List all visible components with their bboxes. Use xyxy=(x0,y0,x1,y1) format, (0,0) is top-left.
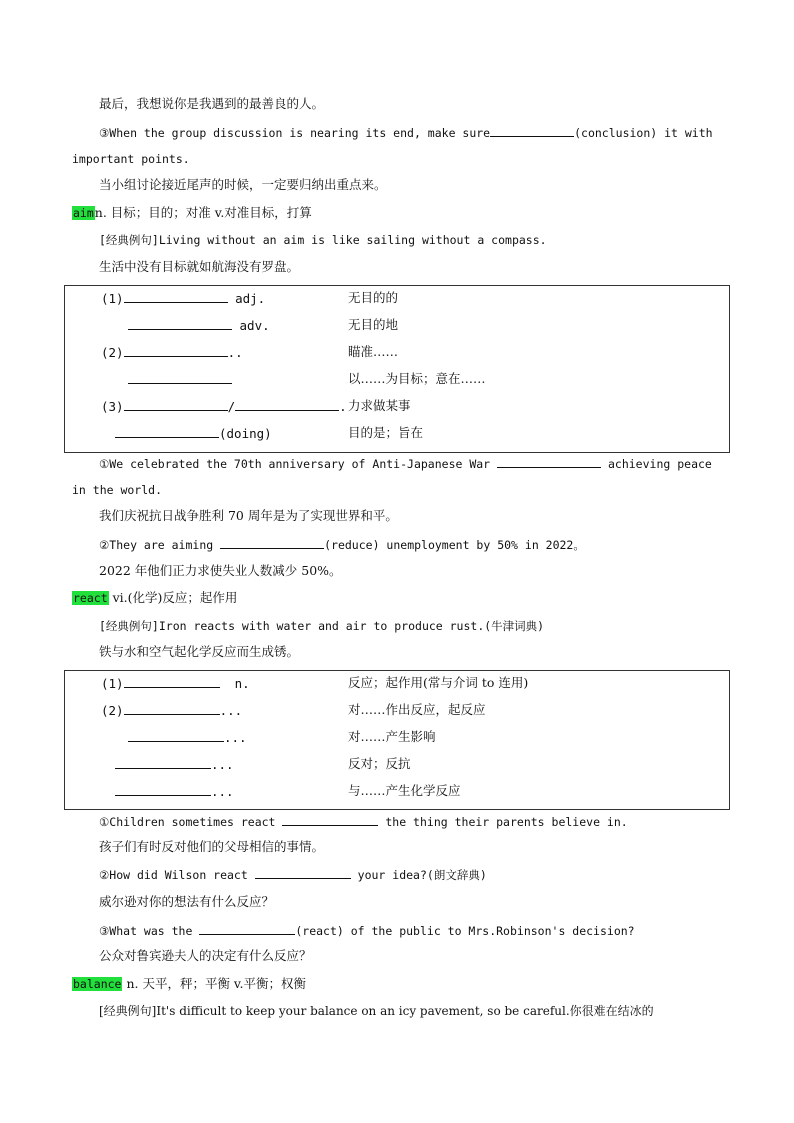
exercise-line: important points. xyxy=(72,152,190,166)
part-of-speech: adv. xyxy=(239,318,270,333)
row-number: (2) xyxy=(101,345,124,360)
box-row xyxy=(101,344,243,361)
answer-blank[interactable] xyxy=(220,536,324,549)
box-row xyxy=(128,729,247,746)
box-row xyxy=(101,290,265,307)
exercise-text: ②How did Wilson react xyxy=(99,868,248,882)
row-number: (3) xyxy=(101,399,124,414)
exercise-line xyxy=(99,124,713,141)
box-row xyxy=(101,702,242,719)
exercise-line xyxy=(99,922,635,939)
vocab-headword: aim xyxy=(73,206,94,220)
row-meaning: 瞄准…… xyxy=(348,344,399,359)
vocab-entry-react xyxy=(72,590,237,606)
row-tail: (doing) xyxy=(219,426,272,441)
row-meaning: 无目的的 xyxy=(348,290,399,305)
translation-line: 我们庆祝抗日战争胜利 70 周年是为了实现世界和平。 xyxy=(99,508,398,523)
answer-blank[interactable] xyxy=(497,455,601,468)
answer-blank[interactable] xyxy=(124,344,228,357)
translation-line: 当小组讨论接近尾声的时候，一定要归纳出重点来。 xyxy=(99,177,387,192)
answer-blank[interactable] xyxy=(128,729,224,742)
row-dots: .. xyxy=(227,345,243,360)
vocab-headword: react xyxy=(73,591,108,605)
answer-blank[interactable] xyxy=(124,398,228,411)
row-dots: . xyxy=(339,399,347,414)
react-derivation-box xyxy=(64,670,730,810)
row-dots: ... xyxy=(211,757,234,772)
translation-line: 威尔逊对你的想法有什么反应？ xyxy=(99,894,275,909)
box-row xyxy=(101,675,250,692)
exercise-text: your idea?(朗文辞典) xyxy=(357,868,487,882)
exercise-text: ②They are aiming xyxy=(99,538,214,552)
vocab-definition: n. 目标；目的；对准 v.对准目标，打算 xyxy=(94,205,312,220)
box-row xyxy=(101,398,347,415)
box-row xyxy=(115,425,272,442)
row-meaning: 无目的地 xyxy=(348,317,399,332)
answer-blank[interactable] xyxy=(490,124,574,137)
vocab-entry-aim xyxy=(72,205,312,221)
part-of-speech: adj. xyxy=(235,291,266,306)
answer-blank[interactable] xyxy=(235,398,339,411)
answer-blank[interactable] xyxy=(199,922,295,935)
row-number: (1) xyxy=(101,676,124,691)
answer-blank[interactable] xyxy=(115,783,211,796)
answer-blank[interactable] xyxy=(282,813,378,826)
box-row xyxy=(115,783,234,800)
row-meaning: 反对；反抗 xyxy=(348,756,411,771)
exercise-text: (react) of the public to Mrs.Robinson's decision? xyxy=(295,924,635,938)
row-dots: ... xyxy=(219,703,243,718)
exercise-text: ③When the group discussion is nearing its end, make sure xyxy=(99,126,491,140)
row-meaning: 目的是；旨在 xyxy=(348,425,424,440)
answer-blank[interactable] xyxy=(115,756,211,769)
exercise-text: the thing their parents believe in. xyxy=(385,815,628,829)
row-meaning: 力求做某事 xyxy=(348,398,411,413)
example-sentence: [经典例句]Iron reacts with water and air to produce rust.(牛津词典) xyxy=(99,619,545,633)
row-meaning: 对……作出反应，起反应 xyxy=(348,702,486,717)
row-number: (1) xyxy=(101,291,124,306)
row-dots: ... xyxy=(211,784,234,799)
answer-blank[interactable] xyxy=(124,702,220,715)
answer-blank[interactable] xyxy=(115,425,219,438)
vocab-entry-balance xyxy=(72,976,306,992)
translation-line: 2022 年他们正力求使失业人数减少 50%。 xyxy=(99,563,342,578)
example-sentence: [经典例句]Living without an aim is like sailing without a compass. xyxy=(99,233,547,247)
exercise-line xyxy=(99,813,628,830)
part-of-speech: n. xyxy=(234,676,250,691)
row-separator: / xyxy=(227,399,236,414)
vocab-headword: balance xyxy=(73,977,122,991)
row-meaning: 与……产生化学反应 xyxy=(348,783,461,798)
exercise-line xyxy=(99,866,487,883)
row-meaning: 反应；起作用(常与介词 to 连用) xyxy=(348,675,529,690)
translation-line: 公众对鲁宾逊夫人的决定有什么反应？ xyxy=(99,948,312,963)
box-row xyxy=(128,371,232,388)
answer-blank[interactable] xyxy=(255,866,351,879)
translation-line: 孩子们有时反对他们的父母相信的事情。 xyxy=(99,839,325,854)
exercise-line: in the world. xyxy=(72,483,163,497)
exercise-line xyxy=(99,536,585,553)
exercise-text: (conclusion) it with xyxy=(574,126,713,140)
example-sentence: [经典例句]It's difficult to keep your balance on an icy pavement, so be careful.你很难在结冰的 xyxy=(99,1004,654,1018)
exercise-text: ①We celebrated the 70th anniversary of Anti-Japanese War xyxy=(99,457,491,471)
exercise-text: achieving peace xyxy=(607,457,712,471)
answer-blank[interactable] xyxy=(124,290,228,303)
vocab-definition: n. 天平，秤；平衡 v.平衡；权衡 xyxy=(122,976,306,991)
box-row xyxy=(128,317,270,334)
vocab-definition: vi.(化学)反应；起作用 xyxy=(108,590,238,605)
exercise-text: (reduce) unemployment by 50% in 2022。 xyxy=(324,538,585,552)
row-number: (2) xyxy=(101,703,124,718)
box-row xyxy=(115,756,234,773)
example-translation: 生活中没有目标就如航海没有罗盘。 xyxy=(99,259,300,274)
aim-derivation-box xyxy=(64,285,730,453)
exercise-line xyxy=(99,455,712,472)
exercise-text: ③What was the xyxy=(99,924,193,938)
exercise-text: ①Children sometimes react xyxy=(99,815,276,829)
example-translation: 铁与水和空气起化学反应而生成锈。 xyxy=(99,644,300,659)
answer-blank[interactable] xyxy=(128,317,232,330)
row-meaning: 以……为目标；意在…… xyxy=(348,371,486,386)
answer-blank[interactable] xyxy=(128,371,232,384)
row-dots: ... xyxy=(224,730,247,745)
answer-blank[interactable] xyxy=(124,675,220,688)
row-meaning: 对……产生影响 xyxy=(348,729,436,744)
translation-line: 最后，我想说你是我遇到的最善良的人。 xyxy=(99,96,325,111)
